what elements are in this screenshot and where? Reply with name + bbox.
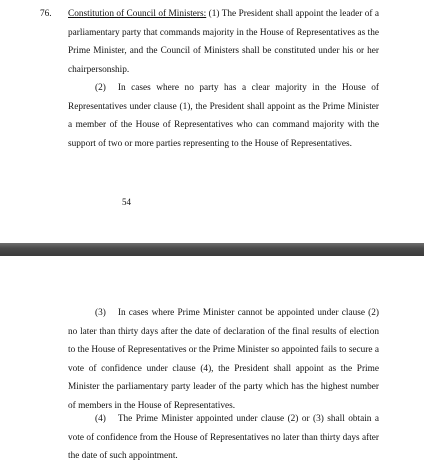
- clause-4-number: (4): [95, 414, 106, 424]
- clause-3-number: (3): [95, 308, 106, 318]
- clause-4-text: The Prime Minister appointed under clause (2) or (3) shall obtain a vote of confidence from the House of Representatives no later than thirty days after the date of such appointment.: [68, 414, 379, 461]
- page-divider: [0, 243, 424, 256]
- clause-3-text: In cases where Prime Minister cannot be appointed under clause (2) no later than thirty days after the date of declaration of the final results of election to the House of Representatives or the Prime Minister so appointed fails to secure a vote of confidence under clause (4), the President shall appoint as the Prime Minister the parliamentary party leader of the party which has the highest number of members in the House of Representatives.: [68, 308, 379, 411]
- section-heading: Constitution of Council of Ministers:: [68, 9, 207, 19]
- clause-4-paragraph: [68, 410, 379, 466]
- clause-3-paragraph: [68, 304, 379, 415]
- section-number: 76.: [40, 9, 52, 19]
- document-page-55: [0, 256, 424, 467]
- clause-2-text: In cases where no party has a clear majority in the House of Representatives under clause (1), the President shall appoint as the Prime Minister a member of the House of Representatives who can command majority with the support of two or more parties representing to the House of Representatives.: [68, 83, 379, 149]
- clause-1-text: (1) The President shall appoint the leader of a parliamentary party that commands majority in the House of Representatives as the Prime Minister, and the Council of Ministers shall be constituted under his or her chairpersonship.: [68, 9, 379, 75]
- clause-2-number: (2): [95, 83, 106, 93]
- page-number: 54: [122, 197, 131, 207]
- clause-2-paragraph: [68, 79, 379, 153]
- clause-1-paragraph: [68, 5, 379, 79]
